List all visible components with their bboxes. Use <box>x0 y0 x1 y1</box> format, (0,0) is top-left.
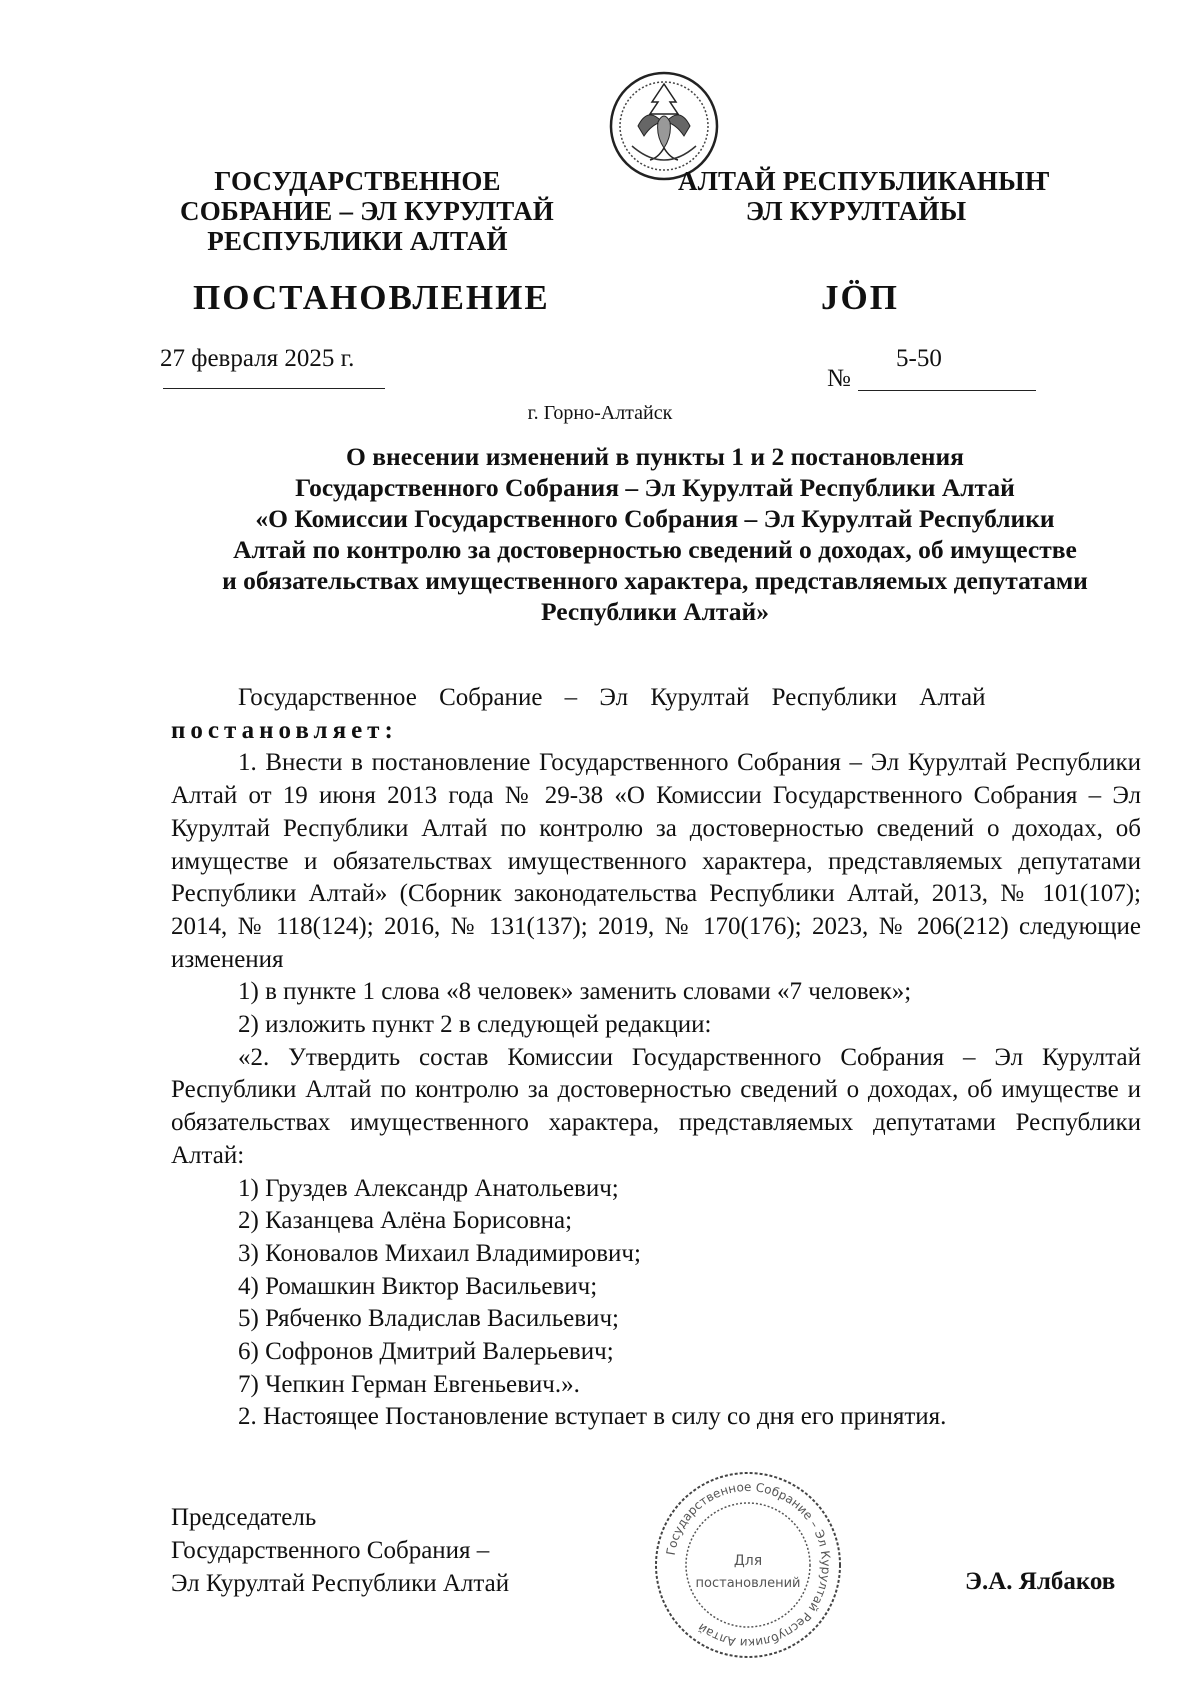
subpoint-2: 2) изложить пункт 2 в следующей редакции: <box>238 1011 712 1039</box>
header-left-organization <box>180 166 554 256</box>
member-item: 1) Груздев Александр Анатольевич; <box>238 1174 619 1202</box>
subpoint-1: 1) в пункте 1 слова «8 человек» заменить словами «7 человек»; <box>238 978 912 1006</box>
signatory-line: Эл Курултай Республики Алтай <box>171 1570 510 1597</box>
header-left-line: РЕСПУБЛИКИ АЛТАЙ <box>207 226 508 256</box>
member-item: 5) Рябченко Владислав Васильевич; <box>238 1305 619 1333</box>
title-line: «О Комиссии Государственного Собрания – Эл Курултай Республики <box>255 504 1055 533</box>
resolves-keyword: постановляет: <box>171 716 398 744</box>
signatory-position <box>171 1501 509 1600</box>
member-item: 6) Софронов Дмитрий Валерьевич; <box>238 1338 614 1366</box>
official-stamp <box>648 1465 848 1665</box>
header-left-line: СОБРАНИЕ – ЭЛ КУРУЛТАЙ <box>180 196 554 226</box>
document-title <box>160 441 1150 627</box>
title-line: О внесении изменений в пункты 1 и 2 постановления <box>346 442 964 471</box>
header-right-line: АЛТАЙ РЕСПУБЛИКАНЫҤ <box>678 166 1050 196</box>
signatory-name: Э.А. Ялбаков <box>965 1568 1116 1595</box>
title-line: и обязательствах имущественного характера, представляемых депутатами <box>222 566 1088 595</box>
stamp-line-1: Для <box>733 1553 763 1569</box>
quoted-paragraph: «2. Утвердить состав Комиссии Государственного Собрания – Эл Курултай Республики Алтай по контролю за достоверностью сведений о доходах, об имуществе и обязательствах имущественного характера, представляемых депутатами Республики Алтай: <box>171 1043 1141 1169</box>
intro-paragraph <box>171 682 1141 715</box>
member-item: 3) Коновалов Михаил Владимирович; <box>238 1239 641 1267</box>
number-underline <box>858 390 1036 391</box>
document-date: 27 февраля 2025 г. <box>160 345 355 372</box>
resolves-line <box>171 715 1141 748</box>
paragraph-2: 2. Настоящее Постановление вступает в силу со дня его принятия. <box>238 1403 947 1431</box>
header-right-line: ЭЛ КУРУЛТАЙЫ <box>745 196 967 226</box>
stamp-line-2: постановлений <box>695 1576 801 1591</box>
decision-title-altai: JÖП <box>821 278 899 317</box>
decision-title-russian: ПОСТАНОВЛЕНИЕ <box>193 278 550 317</box>
title-line: Алтай по контролю за достоверностью сведений о доходах, об имуществе <box>233 535 1077 564</box>
header-left-line: ГОСУДАРСТВЕННОЕ <box>214 166 501 196</box>
document-body <box>171 682 1141 1434</box>
title-line: Государственного Собрания – Эл Курултай Республики Алтай <box>295 473 1015 502</box>
paragraph-1: 1. Внести в постановление Государственного Собрания – Эл Курултай Республики Алтай от 19 июня 2013 года № 29-38 «О Комиссии Государственного Собрания – Эл Курултай Республики Алтай по контролю за достоверностью сведений о доходах, об имуществе и обязательствах имущественного характера, представляемых депутатами Республики Алтай» (Сборник законодательства Республики Алтай, 2013, № 101(107); 2014, № 118(124); 2016, № 131(137); 2019, № 170(176); 2023, № 206(212) следующие изменения <box>171 749 1141 973</box>
document-number: 5-50 <box>896 345 942 372</box>
number-label: № <box>827 365 851 392</box>
signatory-line: Государственного Собрания – <box>171 1537 490 1564</box>
member-item: 4) Ромашкин Виктор Васильевич; <box>238 1272 598 1300</box>
member-item: 2) Казанцева Алёна Борисовна; <box>238 1207 573 1235</box>
date-underline <box>163 388 385 389</box>
title-line: Республики Алтай» <box>541 597 769 626</box>
signatory-line: Председатель <box>171 1504 317 1531</box>
stamp-ring-text: Государственное Собрание – Эл Курултай Республики Алтай <box>663 1479 834 1651</box>
intro-text: Государственное Собрание – Эл Курултай Республики Алтай <box>238 684 986 711</box>
header-right-organization <box>678 166 1050 226</box>
member-item: 7) Чепкин Герман Евгеньевич.». <box>238 1370 580 1398</box>
city-name: г. Горно-Алтайск <box>527 402 673 424</box>
